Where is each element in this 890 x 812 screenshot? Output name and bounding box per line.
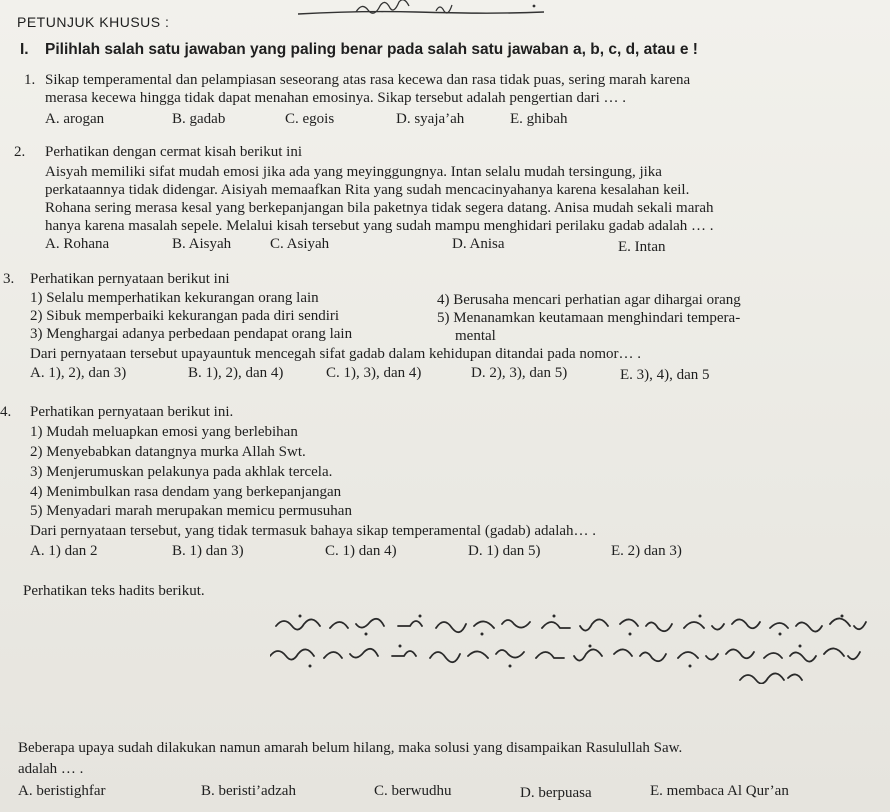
q4-item-2: 2) Menyebabkan datangnya murka Allah Swt. bbox=[30, 444, 306, 460]
q4-intro: Perhatikan pernyataan berikut ini. bbox=[30, 404, 234, 420]
q2-number: 2. bbox=[14, 144, 26, 160]
q3-item-4: 4) Berusaha mencari perhatian agar dihargai orang bbox=[437, 292, 741, 308]
q1-option-b: B. gadab bbox=[172, 111, 226, 127]
q2-line-2: Aisyah memiliki sifat mudah emosi jika ada yang meyinggungnya. Intan selalu mudah tersingung, jika bbox=[45, 164, 662, 180]
q2-option-d: D. Anisa bbox=[452, 236, 505, 252]
q3-option-e: E. 3), 4), dan 5 bbox=[620, 367, 710, 383]
q4-option-a: A. 1) dan 2 bbox=[30, 543, 98, 559]
q5-option-b: B. beristi’adzah bbox=[201, 783, 296, 799]
q4-item-3: 3) Menjerumuskan pelakunya pada akhlak tercela. bbox=[30, 464, 333, 480]
q3-item-2: 2) Sibuk memperbaiki kekurangan pada diri sendiri bbox=[30, 308, 340, 324]
q5-intro: Perhatikan teks hadits berikut. bbox=[23, 583, 205, 599]
q4-option-e: E. 2) dan 3) bbox=[611, 543, 682, 559]
q3-option-a: A. 1), 2), dan 3) bbox=[30, 365, 127, 381]
q2-option-e: E. Intan bbox=[618, 239, 666, 255]
q3-item-3: 3) Menghargai adanya perbedaan pendapat orang lain bbox=[30, 326, 353, 342]
q4-item-4: 4) Menimbulkan rasa dendam yang berkepanjangan bbox=[30, 484, 342, 500]
q3-item-5: 5) Menanamkan keutamaan menghindari tempera- bbox=[437, 310, 741, 326]
q1-line-1: Sikap temperamental dan pelampiasan seseorang atas rasa kecewa dan rasa tidak puas, sering marah karena bbox=[45, 72, 691, 88]
q2-option-b: B. Aisyah bbox=[172, 236, 232, 252]
q3-option-c: C. 1), 3), dan 4) bbox=[326, 365, 422, 381]
q3-item-5-cont: mental bbox=[455, 328, 496, 344]
q1-option-c: C. egois bbox=[285, 111, 335, 127]
q3-item-1: 1) Selalu memperhatikan kekurangan orang lain bbox=[30, 290, 319, 306]
q3-stem: Dari pernyataan tersebut upayauntuk mencegah sifat gadab dalam kehidupan ditandai pada nomor… . bbox=[30, 346, 642, 362]
q5-option-a: A. beristighfar bbox=[18, 783, 106, 799]
q1-line-2: merasa kecewa hingga tidak dapat menahan emosinya. Sikap tersebut adalah pengertian dari … . bbox=[45, 90, 627, 106]
instruction-text: Pilihlah salah satu jawaban yang paling benar pada salah satu jawaban a, b, c, d, atau e ! bbox=[45, 41, 698, 58]
q1-number: 1. bbox=[24, 72, 36, 88]
q3-option-b: B. 1), 2), dan 4) bbox=[188, 365, 284, 381]
q2-line-4: Rohana sering merasa kesal yang berkepanjangan bila paketnya tidak segera datang. Anisa mudah sekali marah bbox=[45, 200, 714, 216]
arabic-handwriting-decoration bbox=[296, 0, 546, 18]
q3-number: 3. bbox=[3, 271, 15, 287]
q2-line-3: perkataannya tidak didengar. Aisiyah memaafkan Rita yang sudah mencacinyahanya karena kesalahan keil. bbox=[45, 182, 690, 198]
hadith-arabic-text bbox=[270, 604, 870, 684]
q1-option-a: A. arogan bbox=[45, 111, 105, 127]
q4-number: 4. bbox=[0, 404, 12, 420]
instruction-number: I. bbox=[20, 41, 29, 58]
q2-line-1: Perhatikan dengan cermat kisah berikut ini bbox=[45, 144, 302, 160]
q2-option-a: A. Rohana bbox=[45, 236, 110, 252]
q5-stem-line-2: adalah … . bbox=[18, 761, 84, 777]
q5-stem-line-1: Beberapa upaya sudah dilakukan namun amarah belum hilang, maka solusi yang disampaikan Rasulullah Saw. bbox=[18, 740, 683, 756]
q4-stem: Dari pernyataan tersebut, yang tidak termasuk bahaya sikap temperamental (gadab) adalah… . bbox=[30, 523, 597, 539]
q4-option-b: B. 1) dan 3) bbox=[172, 543, 244, 559]
q1-option-e: E. ghibah bbox=[510, 111, 568, 127]
q4-item-5: 5) Menyadari marah merupakan memicu permusuhan bbox=[30, 503, 352, 519]
q1-option-d: D. syaja’ah bbox=[396, 111, 465, 127]
q5-option-e: E. membaca Al Qur’an bbox=[650, 783, 789, 799]
section-header: PETUNJUK KHUSUS : bbox=[17, 14, 170, 30]
q4-option-d: D. 1) dan 5) bbox=[468, 543, 541, 559]
q3-intro: Perhatikan pernyataan berikut ini bbox=[30, 271, 230, 287]
q4-option-c: C. 1) dan 4) bbox=[325, 543, 397, 559]
q2-option-c: C. Asiyah bbox=[270, 236, 330, 252]
q3-option-d: D. 2), 3), dan 5) bbox=[471, 365, 568, 381]
q2-line-5: hanya karena masalah sepele. Melalui kisah tersebut yang sudah mampu menghidari perilaku gadab adalah … . bbox=[45, 218, 714, 234]
q5-option-d: D. berpuasa bbox=[520, 785, 592, 801]
q5-option-c: C. berwudhu bbox=[374, 783, 452, 799]
q4-item-1: 1) Mudah meluapkan emosi yang berlebihan bbox=[30, 424, 298, 440]
